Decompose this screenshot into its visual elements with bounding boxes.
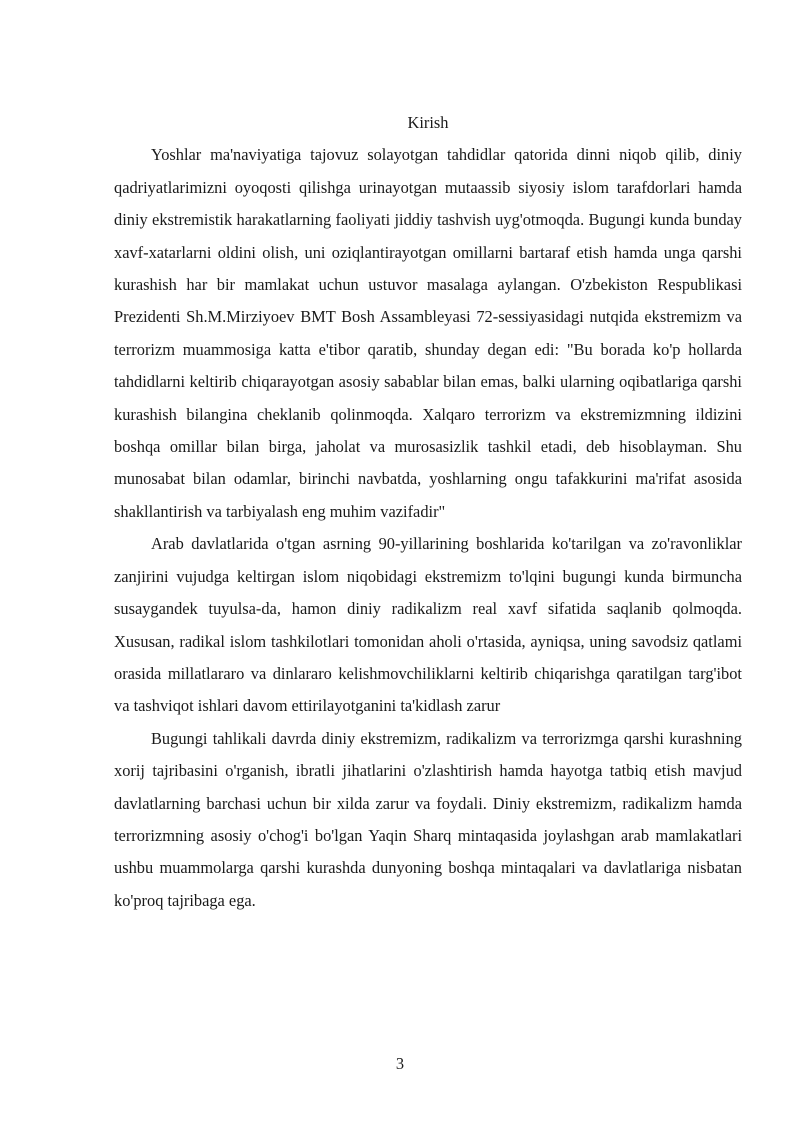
paragraph-1: Yoshlar ma'naviyatiga tajovuz solayotgan tahdidlar qatorida dinni niqob qilib, diniy qadriyatlarimizni oyoqosti qilishga urinayotgan mutaassib siyosiy islom tarafdorlari hamda diniy ekstremistik harakatlarning faoliyati jiddiy tashvish uyg'otmoqda. Bugungi kunda bunday xavf-xatarlarni oldini olish, uni oziqlantirayotgan omillarni bartaraf etish hamda unga qarshi kurashish har bir mamlakat uchun ustuvor masalaga aylangan. O'zbekiston Respublikasi Prezidenti Sh.M.Mirziyoev BMT Bosh Assambleyasi 72-sessiyasidagi nutqida ekstremizm va terrorizm muammosiga katta e'tibor qaratib, shunday degan edi: "Bu borada ko'p hollarda tahdidlarni keltirib chiqarayotgan asosiy sabablar bilan emas, balki ularning oqibatlariga qarshi kurashish bilangina cheklanib qolinmoqda. Xalqaro terrorizm va ekstremizmning ildizini boshqa omillar bilan birga, jaholat va murosasizlik tashkil etadi, deb hisoblayman. Shu munosabat bilan odamlar, birinchi navbatda, yoshlarning ongu tafakkurini ma'rifat asosida shakllantirish va tarbiyalash eng muhim vazifadir"	[114, 145, 742, 521]
page-body	[114, 107, 742, 917]
page-number: 3	[395, 1054, 405, 1073]
paragraph-2: Arab davlatlarida o'tgan asrning 90-yillarining boshlarida ko'tarilgan va zo'ravonliklar zanjirini vujudga keltirgan islom niqobidagi ekstremizm to'lqini bugungi kunda birmuncha susaygandek tuyulsa-da, hamon diniy radikalizm real xavf sifatida saqlanib qolmoqda. Xususan, radikal islom tashkilotlari tomonidan aholi o'rtasida, ayniqsa, uning savodsiz qatlami orasida millatlararo va dinlararo kelishmovchiliklarni keltirib chiqarishga qaratilgan targ'ibot va tashviqot ishlari davom ettirilayotganini ta'kidlash zarur	[114, 534, 742, 716]
section-heading: Kirish	[407, 113, 449, 132]
paragraph-3: Bugungi tahlikali davrda diniy ekstremizm, radikalizm va terrorizmga qarshi kurashning xorij tajribasini o'rganish, ibratli jihatlarini o'zlashtirish hamda hayotga tatbiq etish mavjud davlatlarning barchasi uchun bir xilda zarur va foydali. Diniy ekstremizm, radikalizm hamda terrorizmning asosiy o'chog'i bo'lgan Yaqin Sharq mintaqasida joylashgan arab mamlakatlari ushbu muammolarga qarshi kurashda dunyoning boshqa mintaqalari va davlatlariga nisbatan ko'proq tajribaga ega.	[114, 728, 742, 910]
